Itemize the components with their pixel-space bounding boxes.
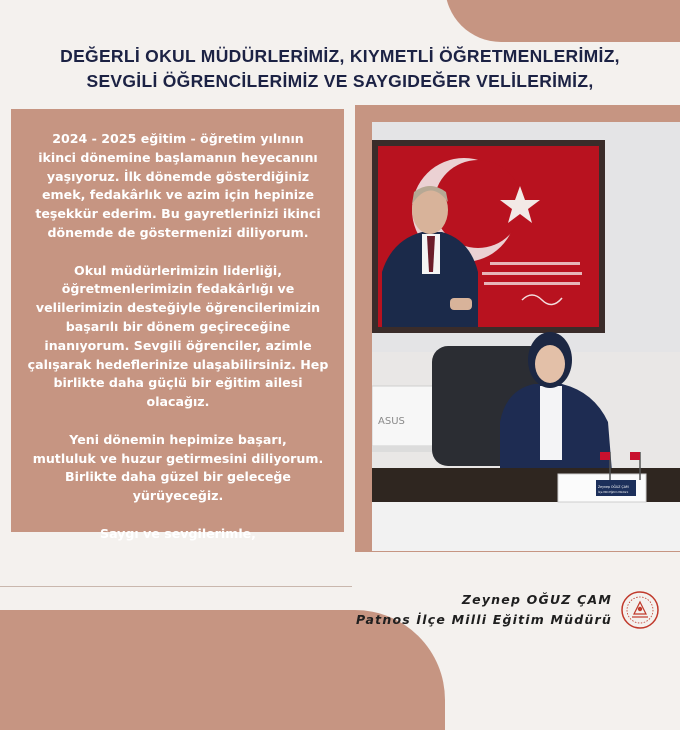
message-line: inanıyorum. Sevgili öğrenciler, azimle [44, 337, 312, 353]
director-office-photo [372, 122, 680, 551]
message-line: birlikte daha güçlü bir eğitim ailesi [53, 375, 303, 391]
signature-name: Zeynep OĞUZ ÇAM [461, 592, 612, 607]
nameplate-title: İlçe Milli Eğitim Müdürü [598, 491, 629, 494]
message-paragraph [22, 431, 334, 506]
message-paragraph [22, 130, 334, 243]
message-line: çalışarak hedeflerinize ulaşabilirsiniz. Hep [27, 356, 329, 372]
message-line: başarılı bir dönem geçireceğine [65, 318, 291, 334]
message-line: Okul müdürlerimizin liderliği, [74, 262, 282, 278]
message-paragraph [22, 525, 334, 544]
decorative-bottom-shape [0, 610, 445, 730]
message-line: olacağız. [146, 394, 210, 410]
nameplate-name: Zeynep OĞUZ ÇAM [598, 485, 629, 489]
message-line: öğretmenlerimizin fedakârlığı ve [61, 281, 295, 297]
signature-title: Patnos İlçe Milli Eğitim Müdürü [355, 612, 612, 627]
message-line: ikinci dönemine başlamanın heyecanını [38, 149, 318, 165]
message-line: 2024 - 2025 eğitim - öğretim yılının [52, 131, 304, 146]
message-line: velilerimizin desteğiyle öğrencilerimizin [35, 300, 321, 316]
greeting-heading [0, 44, 680, 94]
message-line: teşekkür ederim. Bu gayretlerinizi ikinci [35, 206, 321, 222]
greeting-line: SEVGİLİ ÖĞRENCİLERİMİZ VE SAYGIDEĞER VELİLERİMİZ, [86, 71, 594, 91]
message-line: Saygı ve sevgilerimle, [100, 525, 256, 541]
message-line: Birlikte daha güzel bir geleceğe [65, 469, 291, 485]
message-text [22, 130, 334, 544]
meb-ministry-emblem-icon [620, 590, 660, 630]
message-line: dönemde de göstermenizi diliyorum. [47, 224, 309, 240]
message-line: emek, fedakârlık ve azim için hepinize [42, 187, 314, 203]
divider-line [0, 586, 352, 587]
decorative-top-shape [445, 0, 680, 42]
monitor-brand: ASUS [378, 416, 405, 427]
message-line: Yeni dönemin hepimize başarı, [69, 431, 287, 447]
message-line: yürüyeceğiz. [132, 488, 224, 504]
message-line: yaşıyoruz. İlk dönemde gösterdiğiniz [46, 168, 310, 184]
greeting-line: DEĞERLİ OKUL MÜDÜRLERİMİZ, KIYMETLİ ÖĞRETMENLERİMİZ, [60, 46, 620, 66]
message-line: mutluluk ve huzur getirmesini diliyorum. [32, 450, 324, 466]
message-paragraph [22, 262, 334, 412]
